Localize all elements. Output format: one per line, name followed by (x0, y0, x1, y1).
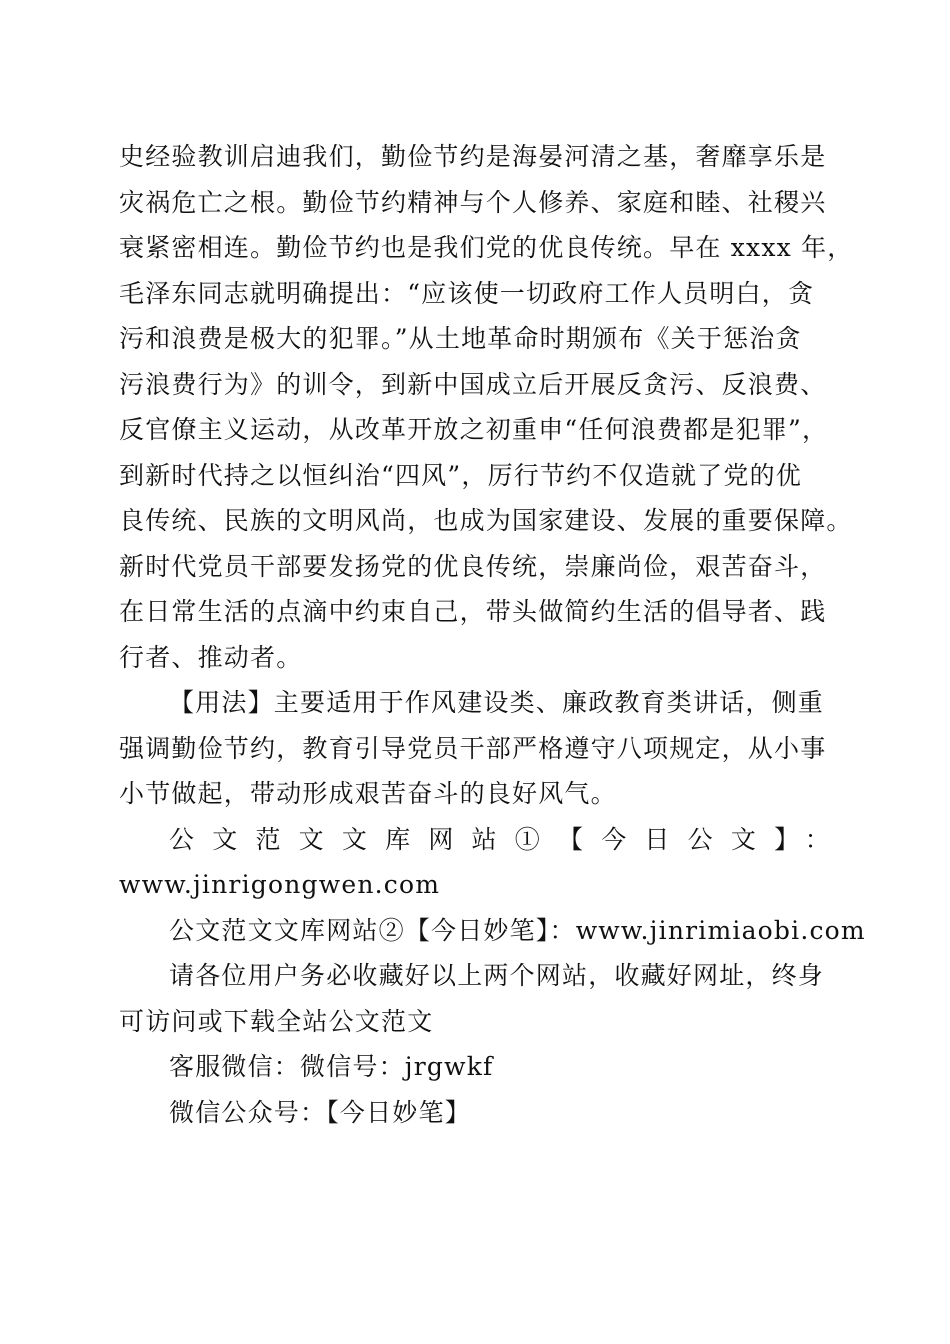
paragraph-line: 污浪费行为》的训令，到新中国成立后开展反贪污、反浪费、 (119, 369, 827, 399)
official-account: 微信公众号：【今日妙笔】 (169, 1097, 471, 1127)
paragraph-line: 史经验教训启迪我们，勤俭节约是海晏河清之基，奢靡享乐是 (119, 142, 827, 171)
paragraph-line: 小节做起，带动形成艰苦奋斗的良好风气。 (119, 779, 617, 808)
paragraph-line: 衰紧密相连。勤俭节约也是我们党的优良传统。早在 xxxx 年， (119, 233, 854, 262)
paragraph-line: 污和浪费是极大的犯罪。”从土地革命时期颁布《关于惩治贪 (119, 324, 802, 353)
paragraph-thrift-history (119, 134, 854, 680)
paragraph-line: 行者、推动者。 (119, 642, 303, 672)
paragraph-line: 在日常生活的点滴中约束自己，带头做简约生活的倡导者、践 (119, 597, 827, 626)
site-one-url[interactable]: www.jinrigongwen.com (119, 870, 441, 899)
notice-line: 请各位用户务必收藏好以上两个网站，收藏好网址，终身 (169, 961, 825, 990)
paragraph-line: 毛泽东同志就明确提出：“应该使一切政府工作人员明白，贪 (119, 278, 815, 308)
paragraph-line: 新时代党员干部要发扬党的优良传统，崇廉尚俭，艰苦奋斗， (119, 551, 827, 581)
site-one-label: 公文范文文库网站①【今日公文】： (169, 824, 831, 854)
document-body (119, 134, 866, 1135)
site-one-block (119, 817, 831, 908)
paragraph-line: 【用法】主要适用于作风建设类、廉政教育类讲话，侧重 (169, 688, 825, 717)
site-two-line: 公文范文文库网站②【今日妙笔】：www.jinrimiaobi.com (169, 915, 866, 945)
paragraph-usage (119, 680, 831, 817)
bookmark-notice (119, 953, 831, 1044)
paragraph-line: 强调勤俭节约，教育引导党员干部严格遵守八项规定，从小事 (119, 733, 827, 763)
paragraph-line: 灾祸危亡之根。勤俭节约精神与个人修养、家庭和睦、社稷兴 (119, 187, 827, 217)
paragraph-line: 到新时代持之以恒纠治“四风”，厉行节约不仅造就了党的优 (119, 460, 802, 490)
notice-line: 可访问或下载全站公文范文 (119, 1006, 434, 1036)
paragraph-line: 良传统、民族的文明风尚，也成为国家建设、发展的重要保障。 (119, 506, 853, 535)
service-wechat: 客服微信：微信号：jrgwkf (169, 1052, 494, 1081)
paragraph-line: 反官僚主义运动，从改革开放之初重申“任何浪费都是犯罪”， (119, 415, 829, 444)
